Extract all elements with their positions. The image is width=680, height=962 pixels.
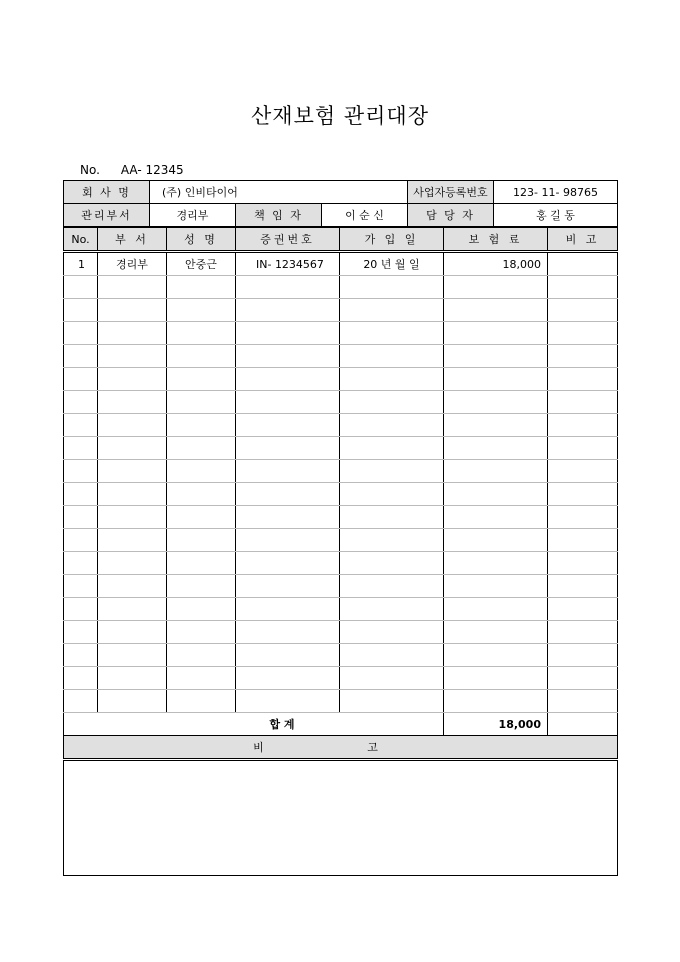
cell-premium — [444, 391, 548, 414]
cell-name — [167, 276, 236, 299]
cell-name — [167, 552, 236, 575]
cell-name — [167, 460, 236, 483]
cell-dept — [98, 644, 167, 667]
table-row — [64, 621, 618, 644]
cell-premium — [444, 621, 548, 644]
cell-policy-no — [236, 644, 340, 667]
document-number — [80, 163, 184, 177]
cell-dept — [98, 368, 167, 391]
cell-name — [167, 391, 236, 414]
company-label: 회 사 명 — [64, 181, 150, 204]
cell-join-date — [340, 483, 444, 506]
cell-dept — [98, 506, 167, 529]
cell-name — [167, 506, 236, 529]
cell-join-date — [340, 552, 444, 575]
doc-no-value: AA- 12345 — [120, 163, 184, 177]
cell-remarks — [548, 414, 618, 437]
cell-no — [64, 345, 98, 368]
table-row — [64, 414, 618, 437]
info-table — [63, 180, 618, 204]
cell-premium — [444, 322, 548, 345]
cell-no — [64, 368, 98, 391]
total-remarks — [548, 713, 618, 736]
cell-dept — [98, 460, 167, 483]
cell-no — [64, 575, 98, 598]
doc-no-label: No. — [80, 163, 100, 177]
cell-policy-no — [236, 299, 340, 322]
cell-no — [64, 552, 98, 575]
table-row — [64, 644, 618, 667]
cell-dept — [98, 391, 167, 414]
info-table-2 — [63, 203, 618, 227]
cell-name — [167, 644, 236, 667]
cell-premium — [444, 414, 548, 437]
cell-policy-no — [236, 552, 340, 575]
cell-dept — [98, 414, 167, 437]
table-row — [64, 276, 618, 299]
table-header-row — [64, 228, 618, 252]
cell-premium — [444, 368, 548, 391]
cell-premium — [444, 598, 548, 621]
cell-remarks — [548, 299, 618, 322]
table-row — [64, 391, 618, 414]
cell-remarks — [548, 483, 618, 506]
cell-premium — [444, 437, 548, 460]
cell-premium — [444, 483, 548, 506]
cell-name — [167, 414, 236, 437]
cell-name — [167, 621, 236, 644]
cell-dept — [98, 575, 167, 598]
staff-value: 홍 길 동 — [494, 204, 618, 227]
cell-policy-no — [236, 575, 340, 598]
cell-policy-no — [236, 483, 340, 506]
staff-label: 담 당 자 — [408, 204, 494, 227]
cell-dept — [98, 621, 167, 644]
cell-remarks — [548, 252, 618, 276]
cell-join-date — [340, 667, 444, 690]
cell-premium — [444, 299, 548, 322]
cell-join-date — [340, 391, 444, 414]
cell-policy-no — [236, 414, 340, 437]
cell-join-date — [340, 621, 444, 644]
cell-name — [167, 322, 236, 345]
cell-premium — [444, 506, 548, 529]
cell-name — [167, 483, 236, 506]
cell-dept — [98, 552, 167, 575]
cell-name — [167, 598, 236, 621]
cell-join-date: 20 년 월 일 — [340, 252, 444, 276]
cell-join-date — [340, 598, 444, 621]
cell-premium — [444, 644, 548, 667]
manager-label: 책 임 자 — [236, 204, 322, 227]
total-value: 18,000 — [444, 713, 548, 736]
cell-policy-no — [236, 598, 340, 621]
header-name: 성 명 — [167, 228, 236, 252]
header-no: No. — [64, 228, 98, 252]
cell-dept — [98, 529, 167, 552]
cell-dept — [98, 299, 167, 322]
cell-premium — [444, 552, 548, 575]
info-row-dept — [64, 204, 618, 227]
header-policy-no: 증권번호 — [236, 228, 340, 252]
cell-join-date — [340, 529, 444, 552]
cell-join-date — [340, 414, 444, 437]
cell-remarks — [548, 506, 618, 529]
cell-policy-no — [236, 667, 340, 690]
remarks-body-row — [64, 760, 618, 876]
cell-name: 안중근 — [167, 252, 236, 276]
table-row — [64, 575, 618, 598]
cell-remarks — [548, 667, 618, 690]
cell-join-date — [340, 322, 444, 345]
cell-premium — [444, 690, 548, 713]
table-row — [64, 483, 618, 506]
cell-no — [64, 299, 98, 322]
cell-dept: 경리부 — [98, 252, 167, 276]
cell-policy-no — [236, 621, 340, 644]
cell-no — [64, 598, 98, 621]
cell-join-date — [340, 644, 444, 667]
cell-remarks — [548, 391, 618, 414]
cell-remarks — [548, 437, 618, 460]
cell-remarks — [548, 345, 618, 368]
cell-name — [167, 529, 236, 552]
cell-remarks — [548, 552, 618, 575]
cell-remarks — [548, 690, 618, 713]
cell-name — [167, 299, 236, 322]
table-row — [64, 506, 618, 529]
cell-premium — [444, 345, 548, 368]
table-row — [64, 529, 618, 552]
cell-join-date — [340, 437, 444, 460]
cell-no — [64, 460, 98, 483]
remarks-header-row — [64, 736, 618, 760]
remarks-text — [64, 760, 618, 876]
table-row — [64, 252, 618, 276]
cell-join-date — [340, 690, 444, 713]
cell-name — [167, 575, 236, 598]
insurance-table — [63, 227, 618, 876]
cell-no — [64, 644, 98, 667]
remarks-label: 비 고 — [64, 736, 618, 760]
header-remarks: 비 고 — [548, 228, 618, 252]
cell-remarks — [548, 322, 618, 345]
cell-premium — [444, 529, 548, 552]
cell-policy-no — [236, 368, 340, 391]
cell-premium — [444, 460, 548, 483]
cell-policy-no — [236, 276, 340, 299]
cell-no — [64, 667, 98, 690]
cell-dept — [98, 690, 167, 713]
page-title: 산재보험 관리대장 — [251, 104, 429, 128]
cell-policy-no: IN- 1234567 — [236, 252, 340, 276]
cell-name — [167, 690, 236, 713]
bizno-value: 123- 11- 98765 — [494, 181, 618, 204]
cell-policy-no — [236, 529, 340, 552]
company-value: (주) 인비타이어 — [150, 181, 408, 204]
cell-join-date — [340, 276, 444, 299]
cell-dept — [98, 667, 167, 690]
cell-no — [64, 506, 98, 529]
cell-policy-no — [236, 322, 340, 345]
header-join-date: 가 입 일 — [340, 228, 444, 252]
table-row — [64, 368, 618, 391]
dept-value: 경리부 — [150, 204, 236, 227]
cell-premium — [444, 276, 548, 299]
header-premium: 보 험 료 — [444, 228, 548, 252]
cell-no — [64, 529, 98, 552]
cell-policy-no — [236, 391, 340, 414]
cell-remarks — [548, 621, 618, 644]
cell-no — [64, 276, 98, 299]
cell-join-date — [340, 460, 444, 483]
table-row — [64, 299, 618, 322]
cell-dept — [98, 322, 167, 345]
bizno-label: 사업자등록번호 — [408, 181, 494, 204]
cell-remarks — [548, 276, 618, 299]
cell-dept — [98, 483, 167, 506]
cell-name — [167, 345, 236, 368]
cell-name — [167, 368, 236, 391]
cell-dept — [98, 276, 167, 299]
cell-dept — [98, 345, 167, 368]
table-row — [64, 460, 618, 483]
cell-policy-no — [236, 460, 340, 483]
cell-remarks — [548, 460, 618, 483]
info-row-company — [64, 181, 618, 204]
cell-remarks — [548, 575, 618, 598]
cell-policy-no — [236, 506, 340, 529]
cell-remarks — [548, 598, 618, 621]
cell-join-date — [340, 299, 444, 322]
cell-no — [64, 483, 98, 506]
dept-label: 관리부서 — [64, 204, 150, 227]
cell-policy-no — [236, 437, 340, 460]
total-label: 합 계 — [64, 713, 444, 736]
cell-join-date — [340, 506, 444, 529]
cell-remarks — [548, 368, 618, 391]
cell-remarks — [548, 529, 618, 552]
cell-policy-no — [236, 345, 340, 368]
table-row — [64, 345, 618, 368]
table-row — [64, 598, 618, 621]
manager-value: 이 순 신 — [322, 204, 408, 227]
cell-premium — [444, 667, 548, 690]
cell-remarks — [548, 644, 618, 667]
cell-join-date — [340, 345, 444, 368]
cell-name — [167, 667, 236, 690]
table-row — [64, 437, 618, 460]
cell-no — [64, 437, 98, 460]
cell-policy-no — [236, 690, 340, 713]
total-row — [64, 713, 618, 736]
table-row — [64, 667, 618, 690]
table-row — [64, 690, 618, 713]
cell-no — [64, 391, 98, 414]
cell-dept — [98, 598, 167, 621]
cell-premium: 18,000 — [444, 252, 548, 276]
cell-name — [167, 437, 236, 460]
table-row — [64, 322, 618, 345]
cell-no — [64, 322, 98, 345]
cell-no — [64, 621, 98, 644]
table-row — [64, 552, 618, 575]
cell-premium — [444, 575, 548, 598]
cell-no — [64, 690, 98, 713]
cell-join-date — [340, 575, 444, 598]
header-dept: 부 서 — [98, 228, 167, 252]
cell-dept — [98, 437, 167, 460]
cell-no: 1 — [64, 252, 98, 276]
cell-no — [64, 414, 98, 437]
cell-join-date — [340, 368, 444, 391]
